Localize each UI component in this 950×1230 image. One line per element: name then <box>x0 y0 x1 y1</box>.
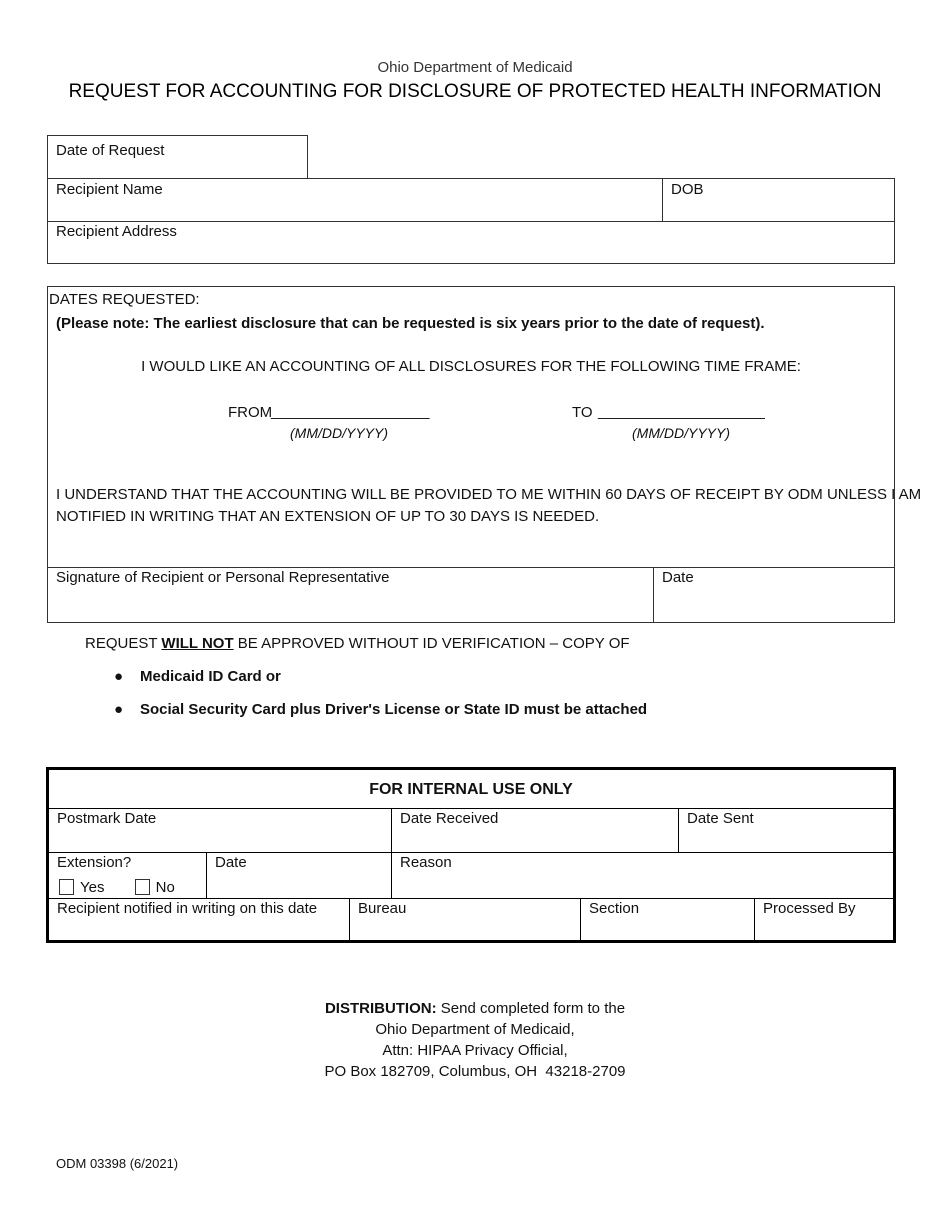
extension-cell <box>49 853 206 898</box>
distribution-line-1-rest: Send completed form to the <box>436 1000 626 1017</box>
from-date-field[interactable]: ___________________ <box>271 403 430 420</box>
postmark-date-label: Postmark Date <box>57 810 157 827</box>
internal-use-heading: FOR INTERNAL USE ONLY <box>369 781 573 798</box>
extension-label: Extension? <box>57 854 132 871</box>
signature-date-label: Date <box>662 569 694 586</box>
notified-date-label: Recipient notified in writing on this date <box>57 900 318 917</box>
agency-name: Ohio Department of Medicaid <box>377 59 573 76</box>
recipient-address-field[interactable] <box>48 222 895 264</box>
processed-by-label: Processed By <box>763 900 856 917</box>
dates-note: (Please note: The earliest disclosure that can be requested is six years prior to the date of request). <box>56 315 765 332</box>
reason-label: Reason <box>400 854 452 871</box>
signature-date-field[interactable] <box>654 568 894 623</box>
extension-no-option[interactable] <box>135 879 175 896</box>
extension-date-label: Date <box>215 854 247 871</box>
yes-label: Yes <box>80 879 105 896</box>
postmark-date-field[interactable] <box>49 809 391 852</box>
form-title: REQUEST FOR ACCOUNTING FOR DISCLOSURE OF PROTECTED HEALTH INFORMATION <box>68 81 882 102</box>
verification-prefix: REQUEST <box>85 635 162 652</box>
to-label: TO <box>572 404 593 421</box>
bullet-icon: ● <box>114 701 124 718</box>
from-label: FROM <box>228 404 273 421</box>
reason-field[interactable] <box>392 853 893 898</box>
no-label: No <box>155 879 175 896</box>
no-checkbox[interactable] <box>135 879 150 895</box>
bureau-label: Bureau <box>358 900 407 917</box>
date-of-request-label: Date of Request <box>56 142 165 159</box>
understanding-line-2: NOTIFIED IN WRITING THAT AN EXTENSION OF UP TO 30 DAYS IS NEEDED. <box>56 508 600 525</box>
date-received-label: Date Received <box>400 810 499 827</box>
recipient-name-label: Recipient Name <box>56 181 163 198</box>
understanding-line-1: I UNDERSTAND THAT THE ACCOUNTING WILL BE PROVIDED TO ME WITHIN 60 DAYS OF RECEIPT BY ODM UNLESS I AM <box>56 486 922 503</box>
date-sent-field[interactable] <box>679 809 893 852</box>
bullet-icon: ● <box>114 668 124 685</box>
processed-by-field[interactable] <box>755 899 893 940</box>
list-item-text: Medicaid ID Card or <box>140 668 281 685</box>
dob-field[interactable] <box>663 179 895 221</box>
to-date-field[interactable]: ____________________ <box>598 403 765 420</box>
notified-date-field[interactable] <box>49 899 349 940</box>
recipient-name-field[interactable] <box>48 179 662 221</box>
date-of-request-field[interactable] <box>47 135 308 179</box>
extension-date-field[interactable] <box>207 853 391 898</box>
verification-notice <box>85 635 630 652</box>
bureau-field[interactable] <box>350 899 580 940</box>
dob-label: DOB <box>671 181 704 198</box>
form-id: ODM 03398 (6/2021) <box>56 1156 179 1171</box>
distribution-line-1 <box>0 998 950 1019</box>
section-label: Section <box>589 900 640 917</box>
timeframe-instruction: I WOULD LIKE AN ACCOUNTING OF ALL DISCLOSURES FOR THE FOLLOWING TIME FRAME: <box>141 358 801 375</box>
signature-label: Signature of Recipient or Personal Representative <box>56 569 390 586</box>
list-item-text: Social Security Card plus Driver's License or State ID must be attached <box>140 701 648 718</box>
yes-checkbox[interactable] <box>59 879 74 895</box>
verification-suffix: BE APPROVED WITHOUT ID VERIFICATION – COPY OF <box>233 635 630 652</box>
distribution-line-4: PO Box 182709, Columbus, OH 43218-2709 <box>324 1063 626 1080</box>
distribution-block <box>0 998 950 1082</box>
dates-requested-box <box>47 286 922 623</box>
verification-emphasis: WILL NOT <box>161 635 234 652</box>
distribution-line-2: Ohio Department of Medicaid, <box>375 1021 575 1038</box>
internal-use-box <box>46 767 896 943</box>
extension-yes-option[interactable] <box>59 879 104 896</box>
from-format-hint: (MM/DD/YYYY) <box>290 425 388 441</box>
list-item <box>114 701 648 718</box>
distribution-label: DISTRIBUTION: <box>324 1000 437 1017</box>
list-item <box>114 668 281 685</box>
date-received-field[interactable] <box>392 809 678 852</box>
date-sent-label: Date Sent <box>687 810 754 827</box>
dates-heading: DATES REQUESTED: <box>49 291 200 308</box>
to-format-hint: (MM/DD/YYYY) <box>632 425 730 441</box>
recipient-address-label: Recipient Address <box>56 223 177 240</box>
extension-options <box>59 879 175 896</box>
distribution-line-3: Attn: HIPAA Privacy Official, <box>382 1042 568 1059</box>
recipient-info-box <box>47 178 895 264</box>
section-field[interactable] <box>581 899 754 940</box>
signature-field[interactable] <box>48 568 653 623</box>
